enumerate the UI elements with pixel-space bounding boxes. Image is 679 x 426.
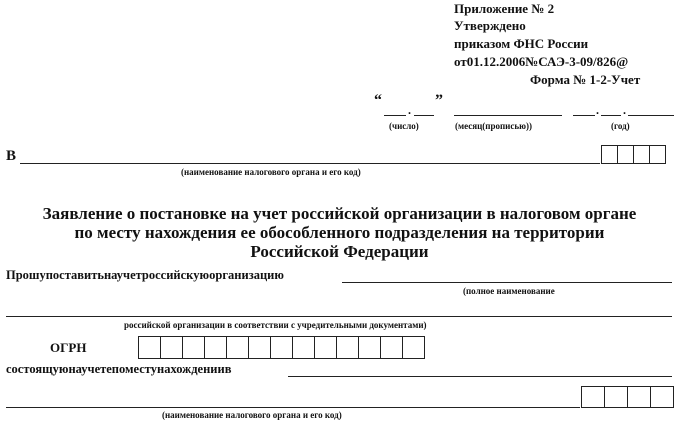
tax-code-cells-2[interactable] (582, 386, 674, 408)
year-line-1[interactable] (573, 115, 595, 116)
approved-label: Утверждено (454, 18, 526, 33)
label-month: (месяц(прописью)) (455, 121, 532, 131)
label-year: (год) (611, 121, 630, 131)
date-dot: . (596, 103, 599, 117)
ogrn-cell[interactable] (182, 336, 205, 359)
ogrn-cell[interactable] (314, 336, 337, 359)
date-dot: . (623, 103, 626, 117)
date-quote-close: ” (435, 92, 443, 109)
org-name-line[interactable] (342, 282, 672, 283)
ogrn-label: ОГРН (50, 340, 87, 355)
tax-code-cells[interactable] (602, 145, 666, 164)
ogrn-cell[interactable] (380, 336, 403, 359)
ogrn-cell[interactable] (204, 336, 227, 359)
month-line[interactable] (454, 115, 562, 116)
title-line-3: Российской Федерации (250, 242, 429, 261)
tax-authority-line-2[interactable] (6, 407, 580, 408)
ogrn-cell[interactable] (402, 336, 425, 359)
full-name-caption: (полное наименование (463, 286, 555, 296)
ogrn-cell[interactable] (248, 336, 271, 359)
org-caption: российской организации в соответствии с учредительными документами) (124, 320, 427, 330)
day-line-2[interactable] (414, 115, 434, 116)
ogrn-cell[interactable] (336, 336, 359, 359)
ogrn-cell[interactable] (138, 336, 161, 359)
ogrn-cell[interactable] (358, 336, 381, 359)
appendix-number: Приложение № 2 (454, 1, 555, 16)
title-line-1: Заявление о постановке на учет российской организации в налоговом органе (42, 204, 637, 223)
to-prefix: В (6, 148, 17, 164)
tax-authority-caption-2: (наименование налогового органа и его код) (162, 410, 342, 420)
date-quote-open: “ (374, 92, 382, 109)
ogrn-cell[interactable] (160, 336, 183, 359)
day-line[interactable] (384, 115, 406, 116)
org-name-line-2[interactable] (6, 316, 672, 317)
order-number: от01.12.2006№САЭ-3-09/826@ (454, 54, 629, 69)
ogrn-cell[interactable] (226, 336, 249, 359)
ogrn-cell[interactable] (292, 336, 315, 359)
request-text: Прошупоставитьнаучетроссийскуюорганизацию (6, 268, 284, 282)
order-label: приказом ФНС России (454, 36, 589, 51)
registered-text: состоящуюнаучетепоместунахождениив (6, 362, 232, 376)
form-code: Форма № 1-2-Учет (530, 72, 641, 87)
code-cell[interactable] (604, 386, 628, 408)
title-line-2: по месту нахождения ее обособленного подразделения на территории (74, 223, 605, 242)
tax-authority-line[interactable] (20, 163, 600, 164)
code-cell[interactable] (633, 145, 650, 164)
ogrn-cell[interactable] (270, 336, 293, 359)
code-cell[interactable] (581, 386, 605, 408)
date-dot: . (408, 103, 411, 117)
year-line-3[interactable] (628, 115, 674, 116)
code-cell[interactable] (650, 386, 674, 408)
registered-line[interactable] (288, 376, 672, 377)
tax-authority-caption: (наименование налогового органа и его код) (181, 167, 361, 177)
code-cell[interactable] (627, 386, 651, 408)
code-cell[interactable] (649, 145, 666, 164)
label-day: (число) (389, 121, 419, 131)
code-cell[interactable] (617, 145, 634, 164)
code-cell[interactable] (601, 145, 618, 164)
ogrn-cells[interactable] (139, 336, 425, 359)
year-line-2[interactable] (601, 115, 621, 116)
